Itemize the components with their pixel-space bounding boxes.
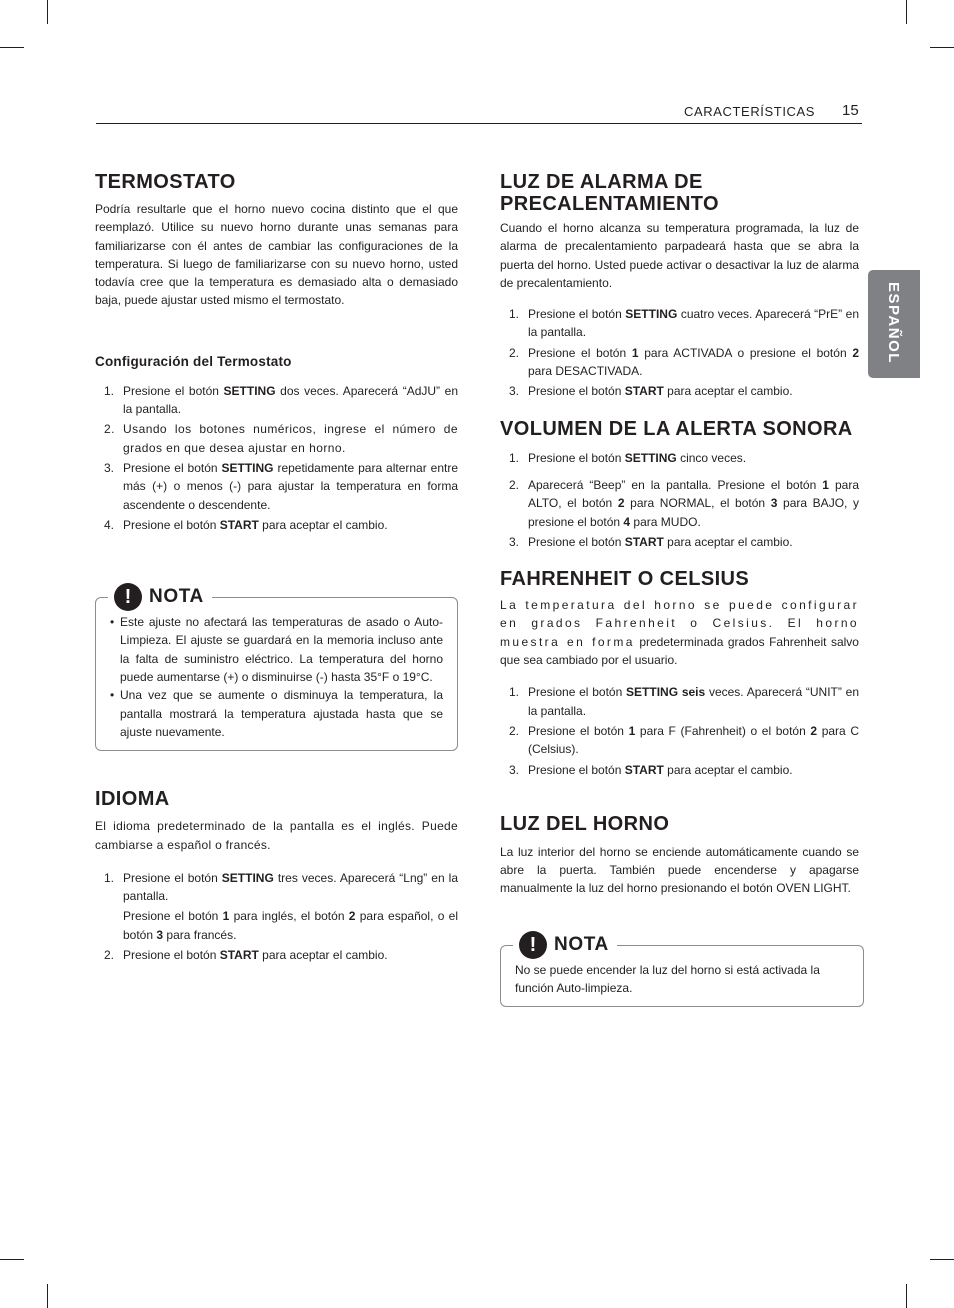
crop-mark bbox=[0, 1259, 24, 1260]
steps-list bbox=[95, 382, 458, 534]
steps-list bbox=[500, 449, 859, 551]
section-title: LUZ DE ALARMA DE PRECALENTAMIENTO bbox=[500, 171, 719, 215]
luz-horno-section bbox=[500, 813, 859, 898]
list-item: 1. Presione el botón SETTING dos veces. Aparecerá “AdJU” en la pantalla. bbox=[104, 383, 458, 417]
note-header bbox=[513, 930, 617, 960]
list-item: 4. Presione el botón START para aceptar el cambio. bbox=[104, 517, 388, 532]
section-intro: La luz interior del horno se enciende automáticamente cuando se abre la puerta. También puede encenderse y apagarse manualmente la luz del horno presionando el botón OVEN LIGHT. bbox=[500, 844, 859, 896]
section-intro: El idioma predeterminado de la pantalla es el inglés. Puede cambiarse a español o francés. bbox=[95, 819, 458, 852]
crop-mark bbox=[930, 1259, 954, 1260]
list-item-note: Presione el botón 1 para inglés, el botón 2 para español, o el botón 3 para francés. bbox=[123, 909, 459, 942]
crop-mark bbox=[0, 47, 24, 48]
section-intro: Cuando el horno alcanza su temperatura programada, la luz de alarma de precalentamiento parpadeará hasta que se abra la puerta del horno. Usted puede activar o desactivar la luz de alarma de precalentamiento. bbox=[500, 221, 859, 290]
list-item: 1. Presione el botón SETTING cinco veces. bbox=[509, 450, 747, 465]
list-item: 3. Presione el botón SETTING repetidamente para alternar entre más (+) o menos (-) para ajustar la temperatura en forma ascendente o descendente. bbox=[104, 460, 459, 512]
header-divider bbox=[96, 123, 862, 124]
language-tab-label: ESPAÑOL bbox=[885, 282, 902, 364]
list-item: 2. Aparecerá “Beep” en la pantalla. Presione el botón 1 para ALTO, el botón 2 para NORMAL, el botón 3 para BAJO, y presione el botón 4 para MUDO. bbox=[509, 477, 859, 529]
note-title: NOTA bbox=[554, 933, 609, 955]
note-list bbox=[110, 613, 443, 741]
section-intro: Podría resultarle que el horno nuevo cocina distinto que el que reemplazó. Utilice su nuevo horno durante unas semanas para familiarizarse con él antes de cambiar las configuraciones de la temperatura. Si luego de familiarizarse con su nuevo horno, usted todavía cree que la temperatura es demasiado alta o demasiado baja, puede ajustar usted mismo el termostato. bbox=[95, 202, 458, 308]
list-item: 1. Presione el botón SETTING tres veces. Aparecerá “Lng” en la pantalla. Presione el botón 1 para inglés, el botón 2 para español, o el botón 3 para francés. bbox=[95, 869, 458, 944]
section-header: CARACTERÍSTICAS bbox=[684, 104, 816, 119]
note-bullet: • Una vez que se aumente o disminuya la temperatura, la pantalla mostrará la temperatura ajustada hasta que se ajuste nuevamente. bbox=[110, 686, 443, 741]
left-column bbox=[95, 168, 458, 964]
note-title: NOTA bbox=[149, 586, 204, 607]
note-text: No se puede encender la luz del horno si está activada la función Auto-limpieza. bbox=[515, 962, 820, 996]
luz-alarma-section bbox=[500, 171, 859, 401]
list-item: 3. Presione el botón START para aceptar el cambio. bbox=[509, 384, 793, 399]
list-item: 2. Usando los botones numéricos, ingrese el número de grados en que desea ajustar en horno. bbox=[104, 422, 458, 455]
crop-mark bbox=[906, 0, 907, 24]
list-item: 2. Presione el botón START para aceptar el cambio. bbox=[104, 948, 388, 963]
crop-mark bbox=[906, 1284, 907, 1308]
note-bullet: • Este ajuste no afectará las temperaturas de asado o Auto-Limpieza. El ajuste se guardará en la memoria incluso ante la falta de suministro eléctrico. La temperatura del horno puede aumentarse (+) o disminuirse (-) hasta 35°F o 19°C. bbox=[110, 613, 443, 686]
crop-mark bbox=[930, 47, 954, 48]
subsection-title: Configuración del Termostato bbox=[95, 353, 292, 369]
section-title: TERMOSTATO bbox=[95, 171, 236, 193]
note-box bbox=[500, 933, 864, 1008]
language-tab bbox=[868, 270, 920, 378]
fahrenheit-section bbox=[500, 568, 859, 779]
section-title: LUZ DEL HORNO bbox=[500, 812, 670, 835]
termostato-section bbox=[95, 171, 458, 534]
exclamation-icon: ! bbox=[519, 931, 547, 959]
note-box bbox=[95, 586, 458, 751]
list-item: 3. Presione el botón START para aceptar el cambio. bbox=[509, 534, 793, 549]
page-number: 15 bbox=[842, 102, 859, 119]
section-title: IDIOMA bbox=[95, 788, 170, 811]
volumen-section bbox=[500, 418, 859, 551]
right-column bbox=[500, 168, 859, 1007]
list-item: 2. Presione el botón 1 para F (Fahrenheit) o el botón 2 para C (Celsius). bbox=[509, 723, 860, 757]
steps-list bbox=[95, 869, 458, 964]
list-item: 3. Presione el botón START para aceptar el cambio. bbox=[509, 762, 793, 777]
steps-list bbox=[500, 305, 859, 400]
section-title: FAHRENHEIT O CELSIUS bbox=[500, 568, 750, 591]
idioma-section bbox=[95, 788, 458, 964]
list-item: 1. Presione el botón SETTING cuatro veces. Aparecerá “PrE” en la pantalla. bbox=[509, 307, 859, 340]
note-header bbox=[108, 582, 212, 612]
crop-mark bbox=[47, 1284, 48, 1308]
steps-list bbox=[500, 683, 859, 778]
list-item: 2. Presione el botón 1 para ACTIVADA o presione el botón 2 para DESACTIVADA. bbox=[509, 345, 860, 379]
crop-mark bbox=[47, 0, 48, 24]
section-intro: La temperatura del horno se puede configurar en grados Fahrenheit o Celsius. El horno muestra en forma predeterminada grados Fahrenheit salvo que sea cambiado por el usuario. bbox=[500, 598, 859, 668]
list-item: 1. Presione el botón SETTING seis veces. Aparecerá “UNIT” en la pantalla. bbox=[509, 685, 859, 718]
exclamation-icon: ! bbox=[114, 583, 142, 611]
section-title: VOLUMEN DE LA ALERTA SONORA bbox=[500, 417, 853, 440]
